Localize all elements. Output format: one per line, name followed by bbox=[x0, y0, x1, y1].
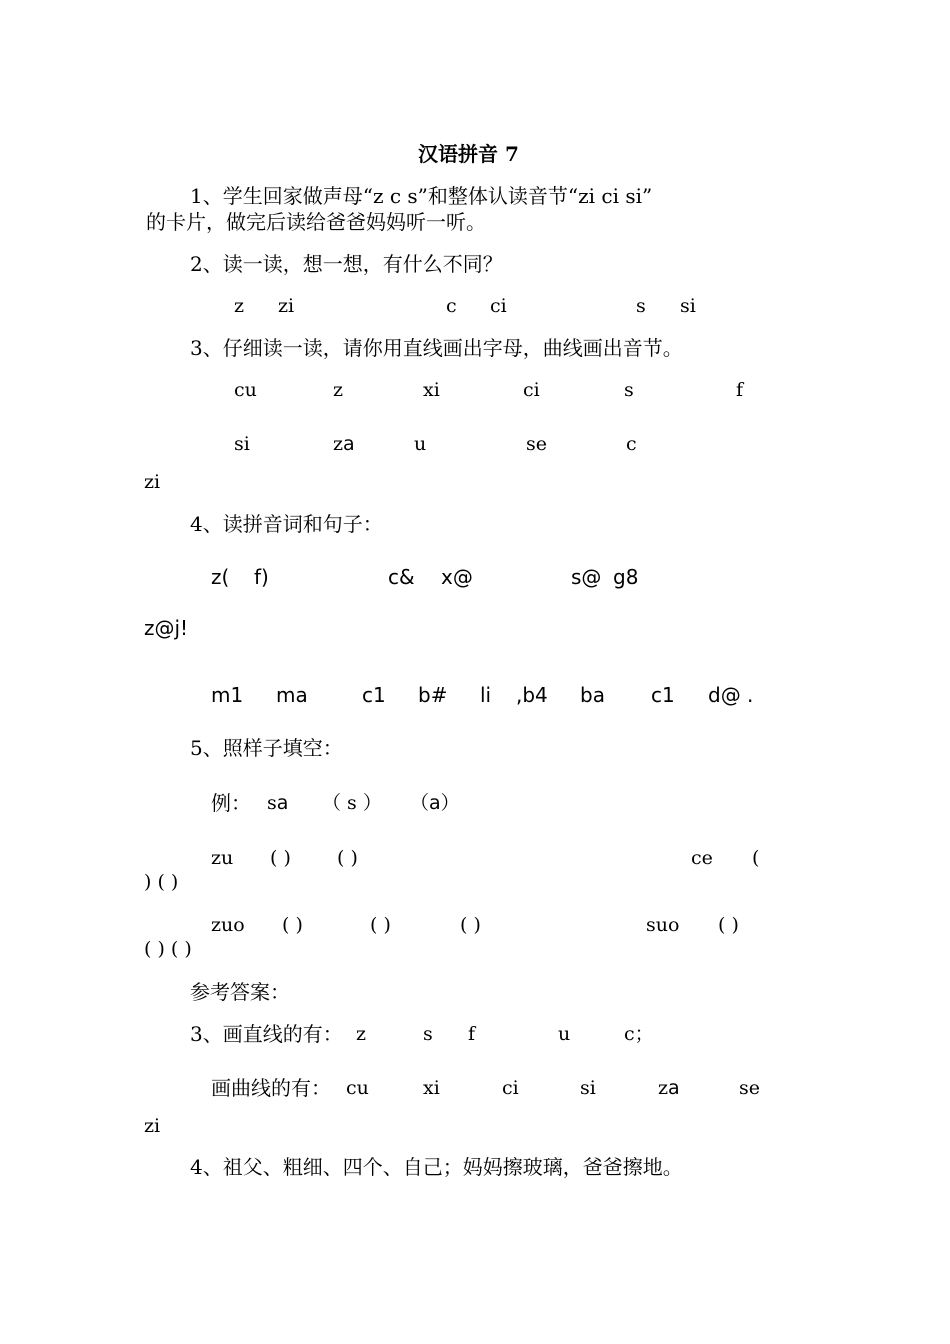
q3-row2-item: u bbox=[414, 433, 427, 455]
answer3-item: s bbox=[423, 1023, 433, 1045]
q3-row1-item: cu bbox=[234, 379, 257, 401]
q5-row2-word: zuo bbox=[211, 914, 245, 936]
q4-word: g8 bbox=[613, 565, 639, 589]
page-title: 汉语拼音 7 bbox=[418, 142, 519, 166]
q5-row2-blank[interactable]: ( ) bbox=[460, 914, 481, 936]
q2-pair-item: si bbox=[680, 295, 696, 317]
q4-sentence-syllable: ba bbox=[580, 683, 605, 707]
q3-row1-item: f bbox=[736, 379, 744, 401]
q5-example-blank: （ s ） bbox=[322, 792, 382, 814]
answer3-curve-label: 画曲线的有： bbox=[211, 1076, 331, 1100]
q5-example-word bbox=[267, 791, 288, 815]
answer3-za-letter: a bbox=[668, 1077, 680, 1099]
q3-row2-item: se bbox=[526, 433, 547, 455]
q3-za-letter: a bbox=[343, 433, 355, 455]
q3-za-prefix: z bbox=[333, 433, 344, 455]
q3-row1-item: s bbox=[624, 379, 634, 401]
q5-row1-word2: ce bbox=[691, 847, 713, 869]
q4-sentence-syllable: ,b4 bbox=[516, 683, 548, 707]
q4-word: f) bbox=[254, 565, 269, 589]
q3-prompt: 3、仔细读一读，请你用直线画出字母，曲线画出音节。 bbox=[190, 336, 683, 360]
q5-row2-blank[interactable]: ( ) bbox=[282, 914, 303, 936]
q3-row3-item: zi bbox=[144, 471, 161, 493]
q4-word: s@ bbox=[571, 565, 602, 589]
q4-prompt: 4、读拼音词和句子： bbox=[190, 512, 383, 536]
answer3-item: u bbox=[558, 1023, 571, 1045]
answer3-curve-item: se bbox=[739, 1077, 760, 1099]
q5-prompt: 5、照样子填空： bbox=[190, 736, 343, 760]
q4-word: c& bbox=[388, 565, 415, 589]
q5-row2-blank[interactable]: ( ) bbox=[370, 914, 391, 936]
q3-row2-item: c bbox=[626, 433, 637, 455]
q5-row1-wrap[interactable]: ) ( ) bbox=[144, 871, 179, 893]
q5-row1-blank[interactable]: ( ) bbox=[337, 847, 358, 869]
q5-example-letter: a bbox=[276, 792, 289, 814]
q5-row1-blank[interactable]: ( ) bbox=[270, 847, 291, 869]
q5-row2-blank[interactable]: ( ) bbox=[718, 914, 739, 936]
answer3-curve-item: cu bbox=[346, 1077, 369, 1099]
answers-heading: 参考答案： bbox=[190, 980, 290, 1004]
q2-pair-item: c bbox=[446, 295, 457, 317]
q5-bracket-open: （ bbox=[410, 792, 430, 814]
q4-sentence-syllable: m1 bbox=[211, 683, 244, 707]
q3-row1-item: xi bbox=[423, 379, 440, 401]
q5-row1-word: zu bbox=[211, 847, 234, 869]
q2-pair-item: zi bbox=[278, 295, 295, 317]
answer3-item: f bbox=[468, 1023, 476, 1045]
q4-sentence-syllable: ma bbox=[276, 683, 308, 707]
answer3-curve-item: xi bbox=[423, 1077, 440, 1099]
q2-pair-item: z bbox=[234, 295, 245, 317]
q4-word-wrap: z@j! bbox=[144, 616, 189, 640]
q2-pair-item: s bbox=[636, 295, 646, 317]
answer3-curve-za bbox=[658, 1076, 680, 1100]
q5-bracket-close: ） bbox=[440, 792, 460, 814]
q4-sentence-syllable: d@ . bbox=[708, 683, 754, 707]
q3-row1-item: ci bbox=[523, 379, 540, 401]
q4-word: z( bbox=[211, 565, 230, 589]
q2-prompt: 2、读一读，想一想，有什么不同？ bbox=[190, 252, 503, 276]
q5-row2-wrap[interactable]: ( ) ( ) bbox=[144, 938, 192, 960]
answer3-curve-item: ci bbox=[502, 1077, 519, 1099]
answer4: 4、祖父、粗细、四个、自己；妈妈擦玻璃，爸爸擦地。 bbox=[190, 1155, 683, 1179]
q5-row1-blank[interactable]: ( bbox=[752, 847, 760, 869]
answer3-curve-item: si bbox=[580, 1077, 596, 1099]
q5-example-label: 例： bbox=[211, 791, 251, 815]
q1-line1: 1、学生回家做声母“z c s”和整体认读音节“zi ci si” bbox=[190, 184, 653, 208]
q5-example-answer-letter: a bbox=[429, 792, 441, 814]
q1-line2: 的卡片，做完后读给爸爸妈妈听一听。 bbox=[146, 210, 486, 234]
answer3-za-prefix: z bbox=[658, 1077, 669, 1099]
q4-sentence-syllable: li bbox=[480, 683, 492, 707]
answer3-item: c； bbox=[624, 1023, 654, 1045]
answer3-wrap: zi bbox=[144, 1115, 161, 1137]
q2-pair-item: ci bbox=[490, 295, 507, 317]
q4-sentence-syllable: c1 bbox=[651, 683, 675, 707]
answer3-label: 3、画直线的有： bbox=[190, 1022, 343, 1046]
q4-sentence-syllable: b# bbox=[418, 683, 448, 707]
answer3-item: z bbox=[356, 1023, 367, 1045]
q5-row2-word2: suo bbox=[646, 914, 680, 936]
q4-word: x@ bbox=[441, 565, 473, 589]
q3-row1-item: z bbox=[333, 379, 344, 401]
q3-row2-za bbox=[333, 432, 355, 456]
q4-sentence-syllable: c1 bbox=[362, 683, 386, 707]
q3-row2-item: si bbox=[234, 433, 250, 455]
q5-example-prefix: s bbox=[267, 792, 277, 814]
q5-example-answer bbox=[410, 791, 460, 815]
